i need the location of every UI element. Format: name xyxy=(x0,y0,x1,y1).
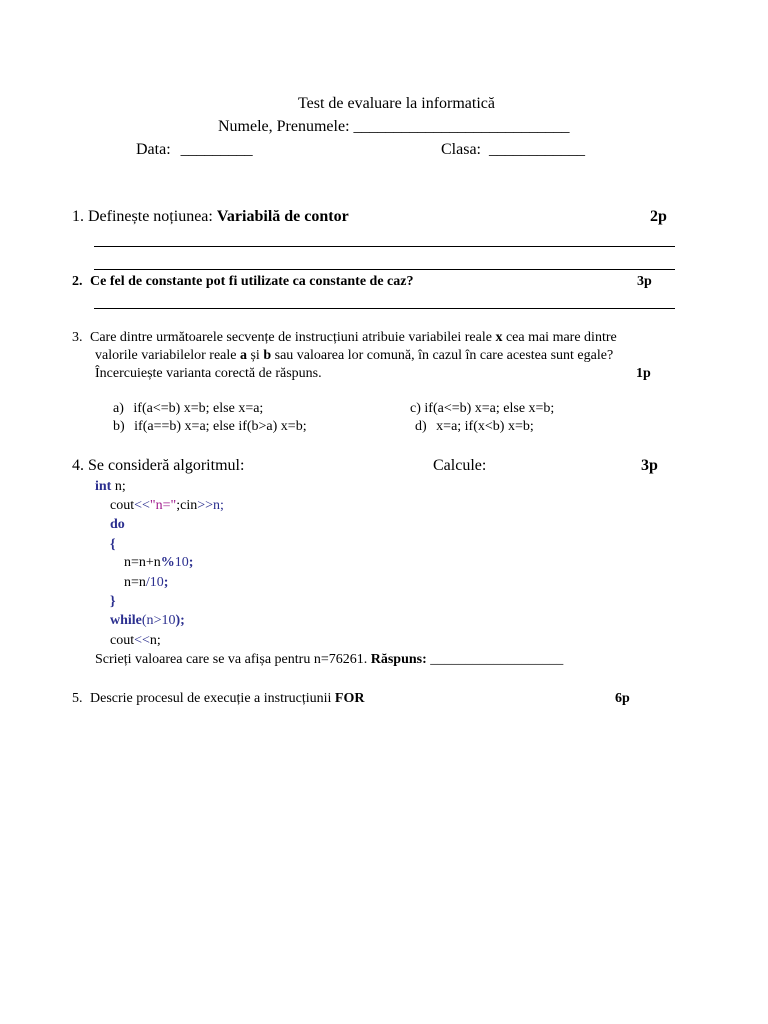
q3-text-2a: valorile variabilelor reale xyxy=(95,348,237,363)
q2-answer-line[interactable] xyxy=(94,308,675,309)
q4-answer-label: Răspuns: xyxy=(370,652,427,667)
q3-option-a[interactable] xyxy=(113,401,263,417)
code-brace: { xyxy=(110,537,116,552)
question-1 xyxy=(72,208,349,226)
q3-option-b[interactable] xyxy=(113,419,307,435)
q3-text-2b: sau valoarea lor comună, în cazul în care acestea sunt egale? xyxy=(274,348,614,363)
code-line-2 xyxy=(110,498,224,514)
code-line-6 xyxy=(124,575,168,591)
code-line-7 xyxy=(110,594,116,610)
code-brace: } xyxy=(110,594,116,609)
option-label: b) xyxy=(113,419,125,434)
code-keyword: int xyxy=(95,479,112,494)
code-text: ;cin xyxy=(176,498,198,513)
q4-answer-row xyxy=(95,652,563,668)
q1-answer-line-2[interactable] xyxy=(94,269,675,270)
class-blank[interactable]: ____________ xyxy=(489,141,585,158)
q3-option-d[interactable] xyxy=(415,419,534,435)
code-text: n=n xyxy=(124,575,146,590)
code-number: 10 xyxy=(161,613,176,628)
code-text: (n xyxy=(141,613,154,628)
code-keyword: while xyxy=(110,613,142,628)
code-text: cout xyxy=(110,498,135,513)
code-line-3 xyxy=(110,517,125,533)
name-blank[interactable]: ___________________________ xyxy=(353,118,570,135)
q2-points: 3p xyxy=(637,274,652,289)
q3-var-b: b xyxy=(263,348,272,363)
code-operator: % xyxy=(160,555,175,570)
code-line-1 xyxy=(95,479,126,495)
q4-points: 3p xyxy=(641,457,658,474)
name-label: Numele, Prenumele: xyxy=(218,118,350,135)
code-line-5 xyxy=(124,555,193,571)
question-5 xyxy=(72,691,364,707)
code-text: n; xyxy=(111,479,126,494)
code-number: 10 xyxy=(149,575,164,590)
q3-points: 1p xyxy=(636,366,651,381)
q5-number: 5. xyxy=(72,691,83,706)
question-2 xyxy=(72,274,413,290)
option-text: if(a<=b) x=b; else x=a; xyxy=(133,401,264,416)
q1-number: 1. xyxy=(72,208,84,225)
q4-text: Se consideră algoritmul: xyxy=(88,457,245,474)
q5-text: Descrie procesul de execuție a instrucțiunii xyxy=(90,691,332,706)
code-operator: > xyxy=(153,613,162,628)
q4-number: 4. xyxy=(72,457,84,474)
code-line-9 xyxy=(110,633,161,649)
code-text: cout xyxy=(110,633,135,648)
q1-answer-line-1[interactable] xyxy=(94,246,675,247)
q1-term: Variabilă de contor xyxy=(216,208,349,225)
code-line-8 xyxy=(110,613,185,629)
q3-text-1a: Care dintre următoarele secvențe de instrucțiuni atribuie variabilei reale xyxy=(90,330,492,345)
code-number: 10 xyxy=(174,555,189,570)
q3-var-x: x xyxy=(495,330,503,345)
code-text: n=n+n xyxy=(124,555,161,570)
code-operator: / xyxy=(145,575,150,590)
question-3-line-2 xyxy=(95,348,613,364)
code-text: n; xyxy=(213,498,224,513)
code-text: ; xyxy=(188,555,194,570)
option-label: c) xyxy=(410,401,421,416)
question-4 xyxy=(72,457,244,475)
option-text: if(a<=b) x=a; else x=b; xyxy=(424,401,555,416)
option-text: if(a==b) x=a; else if(b>a) x=b; xyxy=(134,419,307,434)
q3-option-c[interactable] xyxy=(410,401,554,417)
q3-and: și xyxy=(250,348,260,363)
q4-answer-text: Scrieți valoarea care se va afișa pentru n=76261. xyxy=(95,652,368,667)
test-title: Test de evaluare la informatică xyxy=(298,95,495,112)
question-3-line-1 xyxy=(72,330,617,346)
code-text: n; xyxy=(149,633,161,648)
q5-keyword: FOR xyxy=(334,691,365,706)
q2-number: 2. xyxy=(72,274,83,289)
code-operator: << xyxy=(134,633,150,648)
date-blank[interactable]: _________ xyxy=(180,141,253,158)
q2-text: Ce fel de constante pot fi utilizate ca constante de caz? xyxy=(90,274,414,289)
q1-points: 2p xyxy=(650,208,667,225)
q4-calc-label: Calcule: xyxy=(433,457,487,474)
code-keyword: do xyxy=(110,517,125,532)
code-line-4 xyxy=(110,537,116,553)
name-row xyxy=(218,118,570,136)
option-label: a) xyxy=(113,401,124,416)
date-row xyxy=(136,141,253,159)
q4-answer-blank[interactable]: ___________________ xyxy=(430,652,564,667)
option-label: d) xyxy=(415,419,427,434)
q3-text-1b: cea mai mare dintre xyxy=(505,330,617,345)
q3-var-a: a xyxy=(239,348,247,363)
date-label: Data: xyxy=(136,141,171,158)
option-text: x=a; if(x<b) x=b; xyxy=(436,419,534,434)
q5-points: 6p xyxy=(615,691,630,706)
code-operator: >> xyxy=(197,498,214,513)
class-label: Clasa: xyxy=(441,141,481,158)
code-text: ; xyxy=(163,575,169,590)
code-operator: << xyxy=(134,498,150,513)
code-text: ); xyxy=(175,613,185,628)
class-row xyxy=(441,141,585,159)
q3-number: 3. xyxy=(72,330,83,345)
code-string: "n=" xyxy=(149,498,177,513)
question-3-line-3: Încercuiește varianta corectă de răspuns. xyxy=(95,366,322,381)
q1-text: Definește noțiunea: xyxy=(88,208,213,225)
